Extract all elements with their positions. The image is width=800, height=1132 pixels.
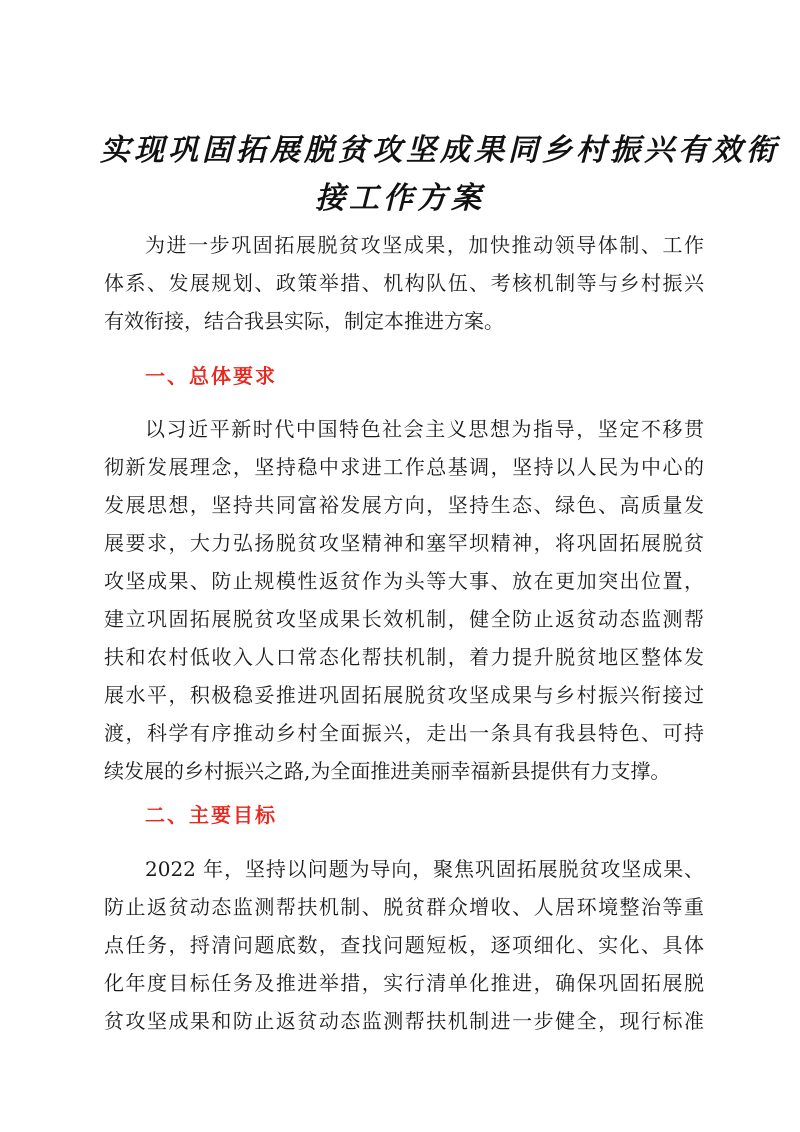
intro-line: 体系、发展规划、政策举措、机构队伍、考核机制等与乡村振兴 [104, 271, 704, 295]
section-heading-main-goals: 二、主要目标 [145, 803, 277, 827]
document-title-line-1: 实现巩固拓展脱贫攻坚成果同乡村振兴有效衔 [100, 133, 780, 168]
section1-line: 扶和农村低收入人口常态化帮扶机制，着力提升脱贫地区整体发 [104, 645, 704, 669]
section1-line: 攻坚成果、防止规模性返贫作为头等大事、放在更加突出位置， [104, 569, 704, 593]
section1-line: 以习近平新时代中国特色社会主义思想为指导，坚定不移贯 [145, 417, 704, 441]
section2-line: 2022 年，坚持以问题为导向，聚焦巩固拓展脱贫攻坚成果、 [145, 857, 704, 881]
section1-line: 展水平，积极稳妥推进巩固拓展脱贫攻坚成果与乡村振兴衔接过 [104, 683, 704, 707]
section1-line: 建立巩固拓展脱贫攻坚成果长效机制，健全防止返贫动态监测帮 [104, 607, 704, 631]
section2-line: 化年度目标任务及推进举措，实行清单化推进，确保巩固拓展脱 [104, 971, 704, 995]
section2-line: 防止返贫动态监测帮扶机制、脱贫群众增收、人居环境整治等重 [104, 895, 704, 919]
document-title-line-2: 接工作方案 [315, 181, 485, 216]
section2-line: 点任务，捋清问题底数，查找问题短板，逐项细化、实化、具体 [104, 933, 704, 957]
section-heading-general-requirements: 一、总体要求 [145, 364, 277, 388]
section1-line: 续发展的乡村振兴之路,为全面推进美丽幸福新县提供有力支撑。 [104, 759, 671, 783]
section1-line: 展要求，大力弘扬脱贫攻坚精神和塞罕坝精神，将巩固拓展脱贫 [104, 531, 704, 555]
intro-line: 为进一步巩固拓展脱贫攻坚成果，加快推动领导体制、工作 [145, 233, 704, 257]
section1-line: 发展思想，坚持共同富裕发展方向，坚持生态、绿色、高质量发 [104, 493, 704, 517]
intro-line: 有效衔接，结合我县实际，制定本推进方案。 [104, 309, 504, 333]
section1-line: 彻新发展理念，坚持稳中求进工作总基调，坚持以人民为中心的 [104, 455, 704, 479]
section2-line: 贫攻坚成果和防止返贫动态监测帮扶机制进一步健全，现行标准 [104, 1009, 704, 1033]
section1-line: 渡，科学有序推动乡村全面振兴，走出一条具有我县特色、可持 [104, 721, 704, 745]
